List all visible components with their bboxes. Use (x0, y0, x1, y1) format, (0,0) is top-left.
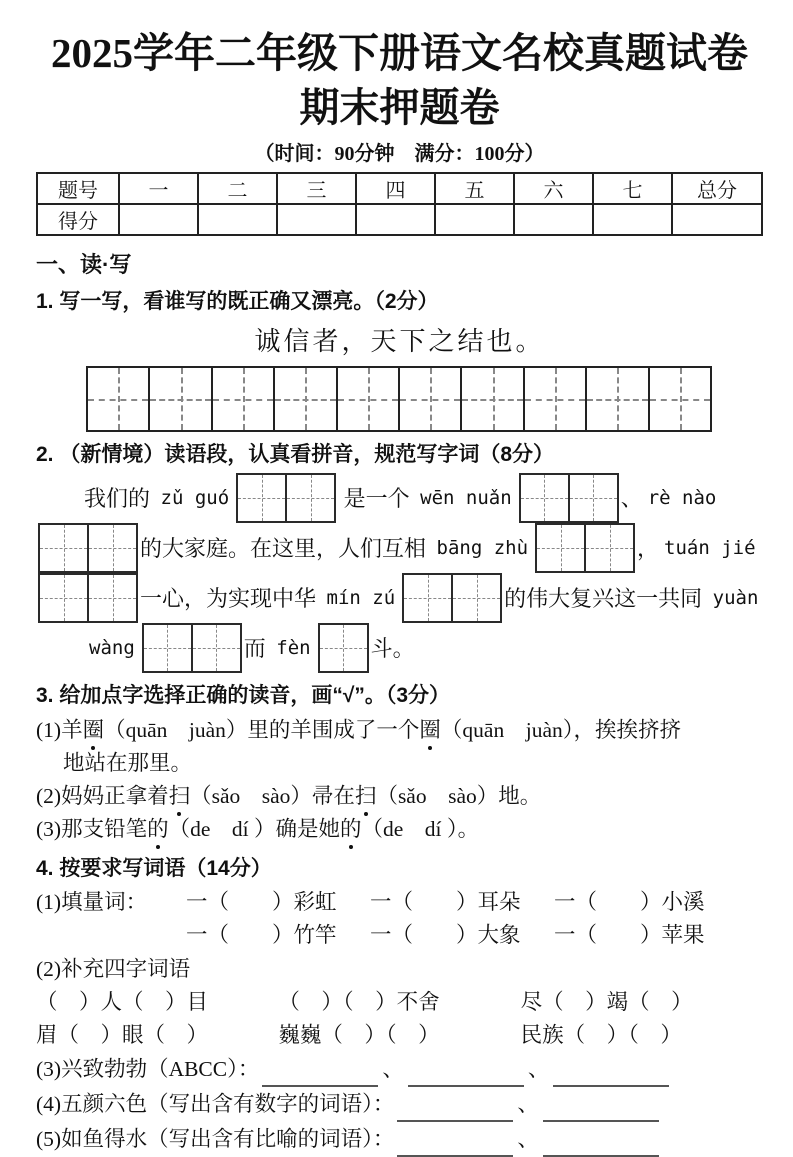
write-cell-half (521, 475, 568, 521)
character-write-box[interactable] (519, 473, 619, 523)
write-cell-half (537, 525, 584, 571)
pinyin-label: bāng zhù (436, 536, 529, 559)
write-cell-half (285, 475, 334, 521)
score-column-header: 总分 (672, 173, 762, 204)
pinyin-label: fèn (276, 636, 311, 659)
blank-separator: 、 (382, 1056, 404, 1081)
q1-copy-sentence: 诚信者，天下之结也。 (254, 326, 545, 356)
q2-label: 2. （新情境）读语段，认真看拼音，规范写字词（8分） (36, 442, 555, 466)
pinyin-label: rè nào (647, 486, 717, 509)
q4-item2-prefix: (2)补充四字词语 (36, 956, 191, 981)
q2-text: 、 (620, 486, 643, 512)
pinyin-label: wàng (89, 636, 135, 659)
write-cell-half (404, 575, 451, 621)
answer-blank[interactable] (397, 1129, 513, 1157)
measure-word-pair: 一（ ）苹果 (554, 922, 705, 947)
q3-line (36, 747, 763, 780)
writing-cell[interactable] (585, 368, 647, 430)
score-table (36, 172, 763, 236)
character-write-box[interactable] (236, 473, 336, 523)
q4-fill-prefix: (5)如鱼得水（写出含有比喻的词语）： (36, 1126, 395, 1151)
measure-word-pair: 一（ ）耳朵 (370, 889, 521, 914)
dotted-char: 圈 (83, 714, 105, 747)
write-cell-half (191, 625, 240, 671)
score-cell[interactable] (119, 204, 198, 235)
score-column-header: 三 (277, 173, 356, 204)
character-write-box[interactable] (402, 573, 502, 623)
q3-text: （de dí ）确是她 (168, 817, 340, 842)
q1-label: 1. 写一写，看谁写的既正确又漂亮。（2分） (36, 290, 439, 314)
score-cell[interactable] (672, 204, 762, 235)
idiom-group: 眉（ ）眼（ ） (36, 1022, 209, 1047)
pinyin-label: zǔ guó (160, 486, 230, 509)
q2-line (36, 573, 763, 623)
pinyin-label: mín zú (326, 586, 396, 609)
score-column-header: 一 (119, 173, 198, 204)
score-cell[interactable] (356, 204, 435, 235)
writing-cell[interactable] (211, 368, 273, 430)
q4-idiom-row (36, 986, 763, 1019)
score-table-corner-label: 题号 (37, 173, 119, 204)
q2-text: 的伟大复兴这一共同 (504, 586, 708, 612)
pinyin-label: yuàn (712, 586, 759, 609)
measure-word-pair: 一（ ）竹竿 (186, 922, 337, 947)
page-subtitle: 期末押题卷 (299, 85, 500, 131)
q2-line (36, 623, 763, 673)
character-write-box[interactable] (38, 523, 138, 573)
q3-line (36, 780, 763, 813)
answer-blank[interactable] (262, 1059, 378, 1087)
q3-text: (1)羊 (36, 718, 83, 743)
blank-separator: 、 (517, 1091, 539, 1116)
idiom-group: 尽（ ）竭（ ） (520, 989, 693, 1014)
write-cell-half (40, 525, 87, 571)
q3-text: （quān juàn），挨挨挤挤 (440, 718, 681, 743)
q4-body (36, 886, 763, 1157)
q4-item1-prefix: (1)填量词： (36, 889, 148, 914)
q3-text: （quān juàn）里的羊围成了一个 (104, 718, 420, 743)
writing-cell[interactable] (148, 368, 210, 430)
idiom-group: 民族（ ）（ ） (520, 1022, 682, 1047)
q3-text: （sǎo sào）帚在 (190, 784, 355, 809)
q2-text: 而 (243, 636, 272, 662)
page-title: 2025学年二年级下册语文名校真题试卷 (51, 30, 748, 76)
score-column-header: 七 (593, 173, 672, 204)
character-write-box[interactable] (142, 623, 242, 673)
q2-text: ， (637, 536, 660, 562)
q2-text: 我们的 (84, 486, 156, 512)
score-cell[interactable] (435, 204, 514, 235)
q4-measure-row (36, 919, 763, 952)
write-cell-half (40, 575, 87, 621)
q3-text: 地站在那里。 (63, 751, 193, 776)
writing-cell[interactable] (336, 368, 398, 430)
q3-line (36, 813, 763, 846)
q4-fill-prefix: (3)兴致勃勃（ABCC）： (36, 1056, 260, 1081)
write-cell-half (584, 525, 633, 571)
score-column-header: 五 (435, 173, 514, 204)
write-cell-half (451, 575, 500, 621)
answer-blank[interactable] (543, 1094, 659, 1122)
q1-writing-grid (86, 366, 712, 432)
write-cell-half (568, 475, 617, 521)
blank-separator: 、 (527, 1056, 550, 1081)
dotted-char: 的 (340, 813, 362, 846)
score-column-header: 六 (514, 173, 593, 204)
write-cell-half (87, 525, 136, 571)
measure-word-pair: 一（ ）大象 (370, 922, 521, 947)
score-value-row (37, 204, 762, 235)
character-write-box[interactable] (535, 523, 635, 573)
writing-cell[interactable] (273, 368, 335, 430)
writing-cell[interactable] (648, 368, 710, 430)
idiom-group: （ ）人（ ）目 (36, 989, 209, 1014)
q4-fill-row (36, 1087, 763, 1122)
write-cell-half (238, 475, 285, 521)
writing-cell[interactable] (460, 368, 522, 430)
dotted-char: 圈 (419, 714, 441, 747)
section-1-heading: 一、读·写 (36, 252, 132, 278)
writing-cell[interactable] (523, 368, 585, 430)
exam-info: （时间：90分钟 满分：100分） (254, 143, 545, 166)
answer-blank[interactable] (543, 1129, 659, 1157)
write-cell-half (87, 575, 136, 621)
q4-label: 4. 按要求写词语（14分） (36, 857, 272, 881)
q4-fill-row (36, 1052, 763, 1087)
q3-text: (3)那支铅笔 (36, 817, 148, 842)
write-cell-half (144, 625, 191, 671)
q3-line (36, 714, 763, 747)
score-cell[interactable] (593, 204, 672, 235)
q2-text: 斗。 (370, 636, 415, 662)
write-cell-half (320, 625, 367, 671)
q3-text: （sǎo sào）地。 (376, 784, 542, 809)
dotted-char: 的 (147, 813, 169, 846)
q2-line (36, 523, 763, 573)
q2-passage (36, 473, 763, 673)
writing-cell[interactable] (88, 368, 148, 430)
answer-blank[interactable] (408, 1059, 524, 1087)
dotted-char: 扫 (169, 780, 191, 813)
q3-text: (2)妈妈正拿着 (36, 784, 169, 809)
q3-items (36, 714, 763, 846)
q4-idiom-row (36, 1019, 763, 1052)
score-row-label: 得分 (37, 204, 119, 235)
blank-separator: 、 (517, 1126, 539, 1151)
score-cell[interactable] (277, 204, 356, 235)
idiom-group: （ ）（ ）不舍 (278, 989, 440, 1014)
q4-fill-row (36, 1122, 763, 1157)
score-cell[interactable] (198, 204, 277, 235)
dotted-char: 扫 (355, 780, 377, 813)
answer-blank[interactable] (397, 1094, 513, 1122)
score-column-header: 四 (356, 173, 435, 204)
q4-measure-row (36, 886, 763, 919)
q2-line (36, 473, 763, 523)
q2-text: 是一个 (338, 486, 416, 512)
measure-word-pair: 一（ ）小溪 (554, 889, 705, 914)
answer-blank[interactable] (553, 1059, 669, 1087)
score-header-row (37, 173, 762, 204)
q3-label: 3. 给加点字选择正确的读音，画“√”。（3分） (36, 683, 451, 707)
pinyin-label: tuán jié (664, 536, 756, 559)
q2-text: 的大家庭。在这里，人们互相 (140, 536, 432, 562)
score-cell[interactable] (514, 204, 593, 235)
measure-word-pair: 一（ ）彩虹 (186, 889, 337, 914)
pinyin-label: wēn nuǎn (420, 486, 512, 509)
q4-fill-prefix: (4)五颜六色（写出含有数字的词语）： (36, 1091, 395, 1116)
character-write-box[interactable] (318, 623, 369, 673)
q3-text: （de dí ）。 (361, 817, 480, 842)
character-write-box[interactable] (38, 573, 138, 623)
idiom-group: 巍巍（ ）（ ） (278, 1022, 440, 1047)
q2-text: 一心，为实现中华 (140, 586, 322, 612)
writing-cell[interactable] (398, 368, 460, 430)
score-column-header: 二 (198, 173, 277, 204)
